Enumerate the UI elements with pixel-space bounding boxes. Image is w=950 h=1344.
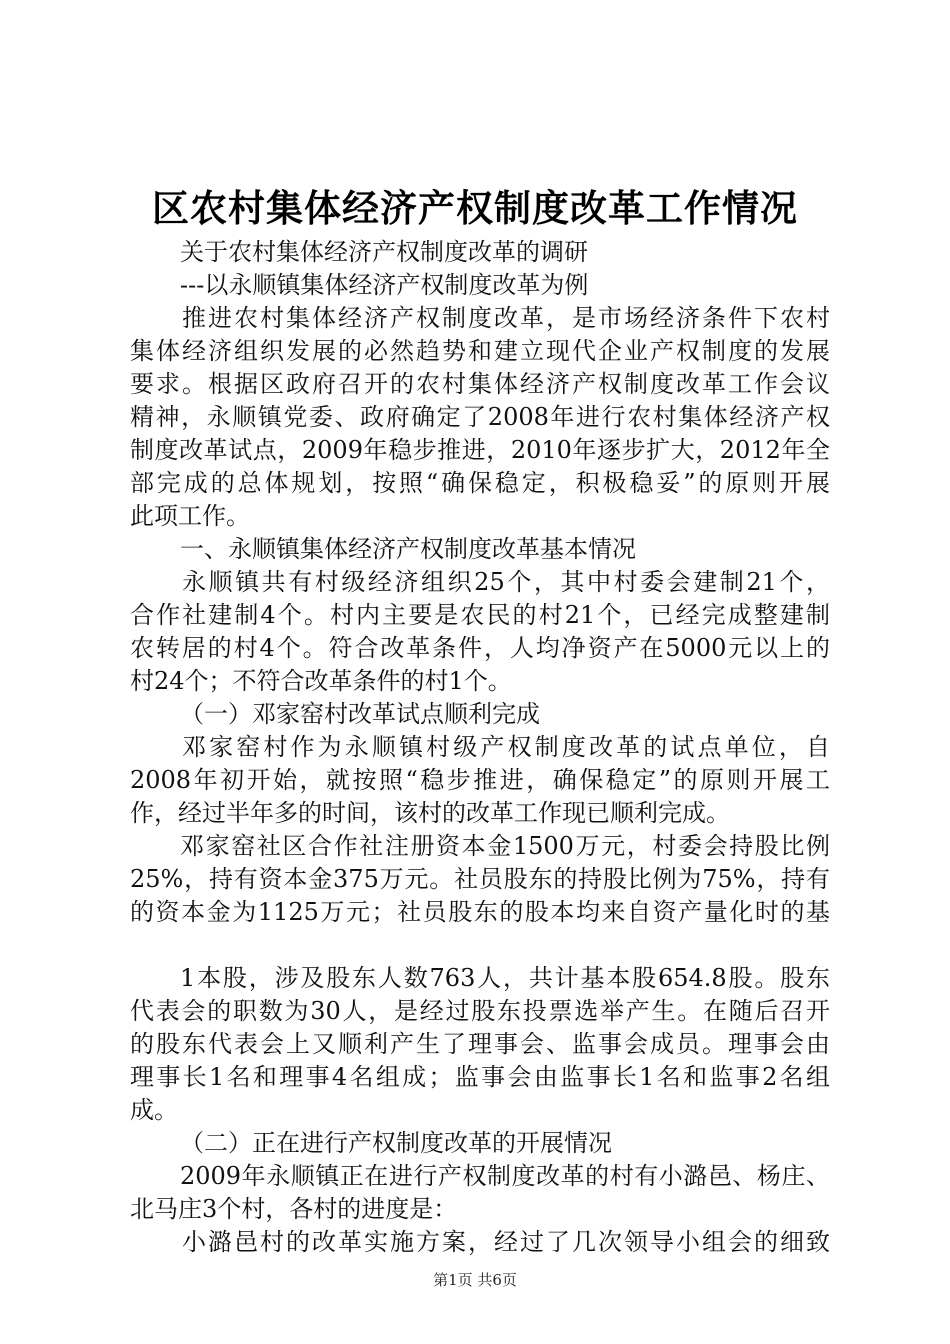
section-heading: 一、永顺镇集体经济产权制度改革基本情况 xyxy=(180,535,636,563)
paragraph-line: 的股东代表会上又顺利产生了理事会、监事会成员。理事会由 xyxy=(130,1030,830,1058)
page-number-footer: 第1页 共6页 xyxy=(433,1271,517,1289)
paragraph-line: 制度改革试点，2009年稳步推进，2010年逐步扩大，2012年全 xyxy=(130,436,830,464)
paragraph-line: 农转居的村4个。符合改革条件，人均净资产在5000元以上的 xyxy=(130,634,830,662)
paragraph-line: 推进农村集体经济产权制度改革，是市场经济条件下农村 xyxy=(182,304,830,332)
paragraph-line: 要求。根据区政府召开的农村集体经济产权制度改革工作会议 xyxy=(130,370,830,398)
paragraph-line: 村24个；不符合改革条件的村1个。 xyxy=(130,667,512,695)
subtitle-line: 关于农村集体经济产权制度改革的调研 xyxy=(180,238,588,266)
paragraph-line: 的资本金为1125万元；社员股东的股本均来自资产量化时的基 xyxy=(130,898,830,926)
section-heading: （二）正在进行产权制度改革的开展情况 xyxy=(180,1129,612,1157)
document-title: 区农村集体经济产权制度改革工作情况 xyxy=(152,186,798,230)
paragraph-line: 代表会的职数为30人，是经过股东投票选举产生。在随后召开 xyxy=(130,997,830,1025)
paragraph-line: 作，经过半年多的时间，该村的改革工作现已顺利完成。 xyxy=(130,799,730,827)
paragraph-line: 25%，持有资本金375万元。社员股东的持股比例为75%，持有 xyxy=(130,865,830,893)
paragraph-line: 部完成的总体规划，按照“确保稳定，积极稳妥”的原则开展 xyxy=(130,469,830,497)
paragraph-line: 邓家窑社区合作社注册资本金1500万元，村委会持股比例 xyxy=(180,832,830,860)
paragraph-line: 2009年永顺镇正在进行产权制度改革的村有小潞邑、杨庄、 xyxy=(180,1162,830,1190)
paragraph-line: 成。 xyxy=(130,1096,178,1124)
paragraph-line: 北马庄3个村，各村的进度是： xyxy=(130,1195,458,1223)
paragraph-line: 2008年初开始，就按照“稳步推进，确保稳定”的原则开展工 xyxy=(130,766,830,794)
paragraph-line: 合作社建制4个。村内主要是农民的村21个，已经完成整建制 xyxy=(130,601,830,629)
paragraph-line: 邓家窑村作为永顺镇村级产权制度改革的试点单位，自 xyxy=(182,733,830,761)
paragraph-line: 精神，永顺镇党委、政府确定了2008年进行农村集体经济产权 xyxy=(130,403,830,431)
paragraph-line: 理事长1名和理事4名组成；监事会由监事长1名和监事2名组 xyxy=(130,1063,830,1091)
paragraph-line: 小潞邑村的改革实施方案，经过了几次领导小组会的细致 xyxy=(182,1228,830,1256)
paragraph-line: 集体经济组织发展的必然趋势和建立现代企业产权制度的发展 xyxy=(130,337,830,365)
paragraph-line: 此项工作。 xyxy=(130,502,250,530)
paragraph-line: 永顺镇共有村级经济组织25个，其中村委会建制21个， xyxy=(182,568,830,596)
subtitle-line: ---以永顺镇集体经济产权制度改革为例 xyxy=(180,271,589,299)
paragraph-line: 1本股，涉及股东人数763人，共计基本股654.8股。股东 xyxy=(180,964,830,992)
section-heading: （一）邓家窑村改革试点顺利完成 xyxy=(180,700,540,728)
